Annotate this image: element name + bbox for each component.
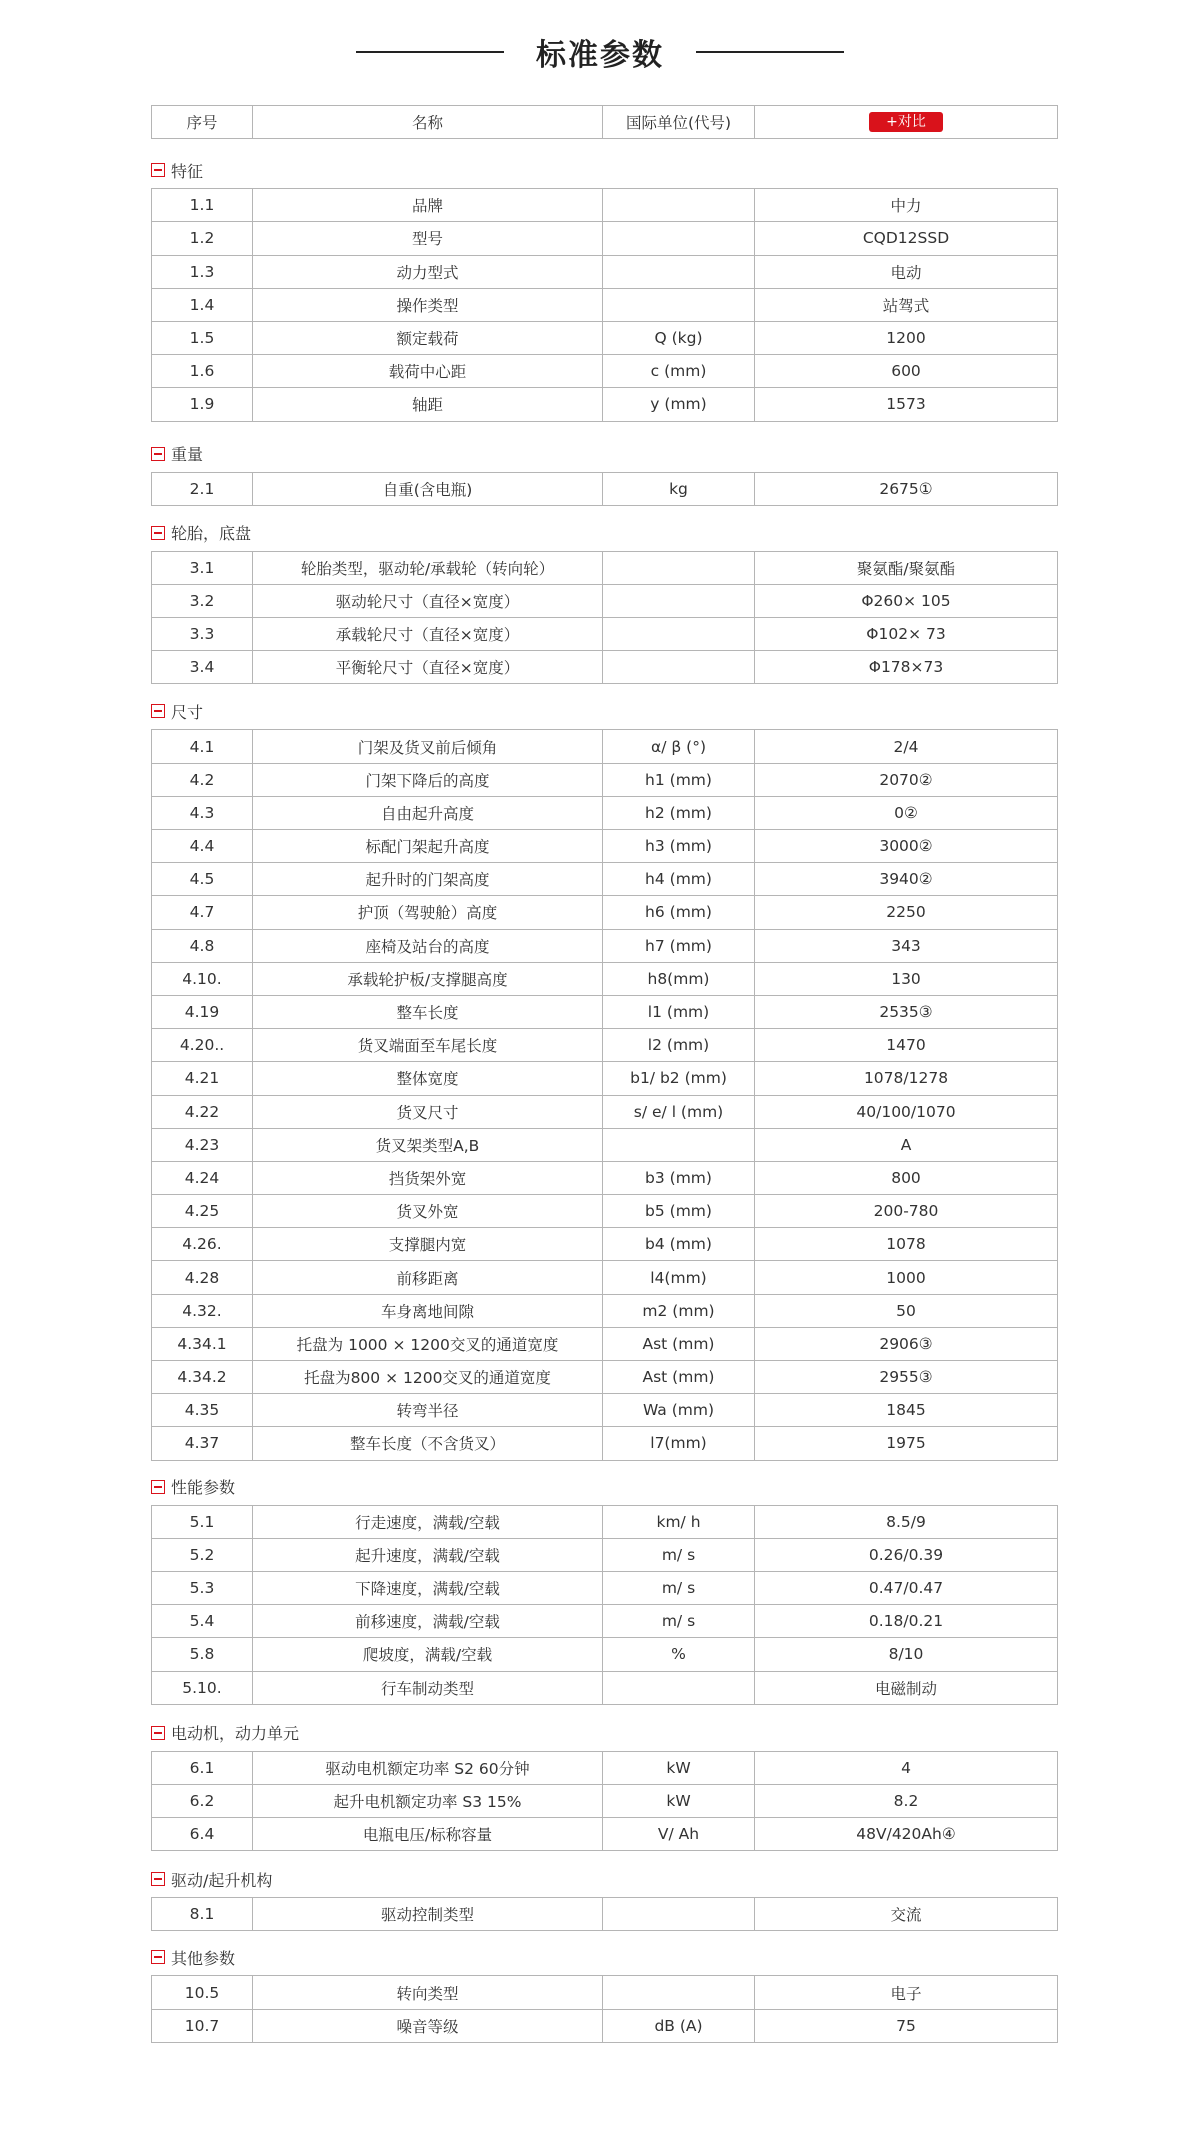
table-row — [152, 551, 1058, 584]
spec-index: 2.1 — [152, 472, 253, 505]
table-row — [152, 1294, 1058, 1327]
collapse-minus-icon[interactable] — [151, 447, 165, 461]
table-row — [152, 1976, 1058, 2009]
spec-name: 承载轮尺寸（直径×宽度） — [253, 618, 603, 651]
sections-list — [151, 152, 1057, 2043]
table-row — [152, 1505, 1058, 1538]
spec-name: 起升时的门架高度 — [253, 863, 603, 896]
spec-name: 前移速度，满载/空载 — [253, 1605, 603, 1638]
spec-unit: km/ h — [603, 1505, 755, 1538]
spec-unit: kW — [603, 1784, 755, 1817]
spec-index: 6.4 — [152, 1818, 253, 1851]
table-row — [152, 896, 1058, 929]
spec-value: 1470 — [755, 1029, 1058, 1062]
spec-name: 平衡轮尺寸（直径×宽度） — [253, 651, 603, 684]
header-table — [151, 105, 1058, 139]
table-row — [152, 472, 1058, 505]
spec-table — [151, 729, 1058, 1460]
section-header[interactable] — [151, 1469, 1057, 1505]
spec-name: 驱动电机额定功率 S2 60分钟 — [253, 1751, 603, 1784]
spec-unit — [603, 189, 755, 222]
table-row — [152, 1195, 1058, 1228]
spec-index: 3.3 — [152, 618, 253, 651]
spec-index: 4.37 — [152, 1427, 253, 1460]
spec-table — [151, 188, 1058, 421]
spec-value: 50 — [755, 1294, 1058, 1327]
spec-unit: h4 (mm) — [603, 863, 755, 896]
spec-name: 动力型式 — [253, 255, 603, 288]
spec-unit: dB (A) — [603, 2009, 755, 2042]
spec-index: 4.7 — [152, 896, 253, 929]
spec-index: 4.21 — [152, 1062, 253, 1095]
spec-value: 40/100/1070 — [755, 1095, 1058, 1128]
spec-value: 电动 — [755, 255, 1058, 288]
spec-value: Φ102× 73 — [755, 618, 1058, 651]
spec-value: 1845 — [755, 1394, 1058, 1427]
table-row — [152, 1394, 1058, 1427]
spec-unit: l7(mm) — [603, 1427, 755, 1460]
spec-index: 5.1 — [152, 1505, 253, 1538]
header-row — [152, 106, 1058, 139]
spec-container — [151, 105, 1057, 2043]
spec-value: 200-780 — [755, 1195, 1058, 1228]
table-row — [152, 288, 1058, 321]
table-row — [152, 1361, 1058, 1394]
spec-table — [151, 472, 1058, 506]
table-row — [152, 1898, 1058, 1931]
spec-index: 5.4 — [152, 1605, 253, 1638]
spec-name: 行车制动类型 — [253, 1671, 603, 1704]
spec-value: 1573 — [755, 388, 1058, 421]
table-row — [152, 1571, 1058, 1604]
spec-table — [151, 1751, 1058, 1852]
spec-name: 起升电机额定功率 S3 15% — [253, 1784, 603, 1817]
section-header[interactable] — [151, 693, 1057, 729]
section-header[interactable] — [151, 436, 1057, 472]
spec-value: 2070② — [755, 763, 1058, 796]
spec-value: 0② — [755, 796, 1058, 829]
spec-unit: h3 (mm) — [603, 830, 755, 863]
table-row — [152, 321, 1058, 354]
spec-index: 4.1 — [152, 730, 253, 763]
spec-unit — [603, 651, 755, 684]
spec-name: 起升速度，满载/空载 — [253, 1538, 603, 1571]
page-title-block — [0, 28, 1200, 76]
spec-unit: Q (kg) — [603, 321, 755, 354]
spec-name: 承载轮护板/支撑腿高度 — [253, 962, 603, 995]
spec-unit: α/ β (°) — [603, 730, 755, 763]
spec-index: 4.4 — [152, 830, 253, 863]
spec-table — [151, 1897, 1058, 1931]
table-row — [152, 355, 1058, 388]
section-header[interactable] — [151, 1939, 1057, 1975]
spec-name: 整车长度 — [253, 995, 603, 1028]
section-title: 尺寸 — [171, 702, 204, 722]
table-row — [152, 929, 1058, 962]
spec-name: 自重(含电瓶) — [253, 472, 603, 505]
spec-name: 托盘为800 × 1200交叉的通道宽度 — [253, 1361, 603, 1394]
spec-unit: l2 (mm) — [603, 1029, 755, 1062]
section-title: 轮胎，底盘 — [171, 524, 252, 544]
spec-index: 5.2 — [152, 1538, 253, 1571]
spec-name: 下降速度，满载/空载 — [253, 1571, 603, 1604]
spec-value: 800 — [755, 1161, 1058, 1194]
spec-unit: h6 (mm) — [603, 896, 755, 929]
spec-name: 驱动控制类型 — [253, 1898, 603, 1931]
spec-value: 电磁制动 — [755, 1671, 1058, 1704]
table-row — [152, 618, 1058, 651]
table-row — [152, 1029, 1058, 1062]
spec-unit: y (mm) — [603, 388, 755, 421]
spec-index: 4.26. — [152, 1228, 253, 1261]
table-row — [152, 1261, 1058, 1294]
spec-unit: c (mm) — [603, 355, 755, 388]
spec-value: 中力 — [755, 189, 1058, 222]
section-title: 特征 — [171, 161, 204, 181]
section-title: 重量 — [171, 445, 204, 464]
spec-value: 600 — [755, 355, 1058, 388]
spec-value: 3940② — [755, 863, 1058, 896]
spec-table — [151, 1975, 1058, 2042]
table-row — [152, 1062, 1058, 1095]
spec-index: 4.19 — [152, 995, 253, 1028]
spec-name: 转弯半径 — [253, 1394, 603, 1427]
table-row — [152, 863, 1058, 896]
table-row — [152, 584, 1058, 617]
spec-unit: kW — [603, 1751, 755, 1784]
table-row — [152, 651, 1058, 684]
spec-index: 1.1 — [152, 189, 253, 222]
spec-unit — [603, 1898, 755, 1931]
spec-value: 1078 — [755, 1228, 1058, 1261]
table-row — [152, 995, 1058, 1028]
section-header[interactable] — [151, 1715, 1057, 1751]
spec-unit — [603, 255, 755, 288]
spec-value: 1975 — [755, 1427, 1058, 1460]
spec-unit: b4 (mm) — [603, 1228, 755, 1261]
section-title: 性能参数 — [171, 1478, 236, 1498]
spec-unit: V/ Ah — [603, 1818, 755, 1851]
header-name: 名称 — [253, 106, 603, 139]
table-row — [152, 1638, 1058, 1671]
spec-unit: Wa (mm) — [603, 1394, 755, 1427]
spec-name: 门架下降后的高度 — [253, 763, 603, 796]
table-row — [152, 255, 1058, 288]
spec-name: 型号 — [253, 222, 603, 255]
spec-value: 2906③ — [755, 1327, 1058, 1360]
spec-index: 1.2 — [152, 222, 253, 255]
spec-value: 75 — [755, 2009, 1058, 2042]
spec-index: 4.20.. — [152, 1029, 253, 1062]
spec-index: 4.5 — [152, 863, 253, 896]
table-row — [152, 1327, 1058, 1360]
table-row — [152, 1228, 1058, 1261]
spec-name: 噪音等级 — [253, 2009, 603, 2042]
header-index: 序号 — [152, 106, 253, 139]
spec-index: 5.8 — [152, 1638, 253, 1671]
table-row — [152, 2009, 1058, 2042]
spec-index: 4.34.1 — [152, 1327, 253, 1360]
spec-index: 4.22 — [152, 1095, 253, 1128]
page-title: 标准参数 — [536, 38, 664, 73]
spec-name: 托盘为 1000 × 1200交叉的通道宽度 — [253, 1327, 603, 1360]
table-row — [152, 1128, 1058, 1161]
spec-name: 座椅及站台的高度 — [253, 929, 603, 962]
spec-unit: b5 (mm) — [603, 1195, 755, 1228]
spec-unit: s/ e/ l (mm) — [603, 1095, 755, 1128]
spec-unit: m2 (mm) — [603, 1294, 755, 1327]
spec-value: 8.5/9 — [755, 1505, 1058, 1538]
spec-name: 货叉架类型A,B — [253, 1128, 603, 1161]
section-title: 其他参数 — [171, 1948, 236, 1968]
spec-index: 4.3 — [152, 796, 253, 829]
spec-value: 2675① — [755, 472, 1058, 505]
spec-name: 爬坡度，满载/空载 — [253, 1638, 603, 1671]
spec-unit — [603, 1128, 755, 1161]
spec-index: 4.8 — [152, 929, 253, 962]
spec-index: 1.4 — [152, 288, 253, 321]
compare-button[interactable]: +对比 — [869, 112, 943, 132]
spec-value: 0.18/0.21 — [755, 1605, 1058, 1638]
table-row — [152, 962, 1058, 995]
collapse-minus-icon[interactable] — [151, 1726, 165, 1740]
spec-index: 4.32. — [152, 1294, 253, 1327]
spec-index: 4.28 — [152, 1261, 253, 1294]
spec-name: 行走速度，满载/空载 — [253, 1505, 603, 1538]
spec-index: 1.9 — [152, 388, 253, 421]
spec-unit: l1 (mm) — [603, 995, 755, 1028]
spec-value: 2250 — [755, 896, 1058, 929]
spec-index: 10.7 — [152, 2009, 253, 2042]
spec-index: 1.3 — [152, 255, 253, 288]
spec-name: 载荷中心距 — [253, 355, 603, 388]
table-row — [152, 388, 1058, 421]
spec-unit — [603, 618, 755, 651]
table-row — [152, 1751, 1058, 1784]
spec-unit: b3 (mm) — [603, 1161, 755, 1194]
spec-index: 1.5 — [152, 321, 253, 354]
spec-index: 4.23 — [152, 1128, 253, 1161]
section-header[interactable] — [151, 515, 1057, 551]
spec-name: 门架及货叉前后倾角 — [253, 730, 603, 763]
spec-index: 4.25 — [152, 1195, 253, 1228]
spec-name: 标配门架起升高度 — [253, 830, 603, 863]
spec-unit: h1 (mm) — [603, 763, 755, 796]
spec-name: 前移距离 — [253, 1261, 603, 1294]
spec-value: Φ178×73 — [755, 651, 1058, 684]
spec-unit: m/ s — [603, 1605, 755, 1638]
spec-value: A — [755, 1128, 1058, 1161]
table-row — [152, 1605, 1058, 1638]
table-row — [152, 1095, 1058, 1128]
spec-unit: m/ s — [603, 1538, 755, 1571]
spec-value: 343 — [755, 929, 1058, 962]
spec-index: 6.1 — [152, 1751, 253, 1784]
collapse-minus-icon[interactable] — [151, 526, 165, 540]
spec-name: 额定载荷 — [253, 321, 603, 354]
header-compare-cell — [755, 106, 1058, 139]
table-row — [152, 763, 1058, 796]
spec-value: 1000 — [755, 1261, 1058, 1294]
spec-name: 驱动轮尺寸（直径×宽度） — [253, 584, 603, 617]
spec-unit: h2 (mm) — [603, 796, 755, 829]
spec-unit: % — [603, 1638, 755, 1671]
spec-name: 轴距 — [253, 388, 603, 421]
spec-index: 5.10. — [152, 1671, 253, 1704]
spec-index: 1.6 — [152, 355, 253, 388]
spec-index: 3.1 — [152, 551, 253, 584]
spec-name: 支撑腿内宽 — [253, 1228, 603, 1261]
table-row — [152, 189, 1058, 222]
spec-index: 8.1 — [152, 1898, 253, 1931]
table-row — [152, 830, 1058, 863]
spec-unit: kg — [603, 472, 755, 505]
spec-value: 0.26/0.39 — [755, 1538, 1058, 1571]
spec-index: 4.35 — [152, 1394, 253, 1427]
spec-value: 电子 — [755, 1976, 1058, 2009]
spec-name: 自由起升高度 — [253, 796, 603, 829]
spec-unit — [603, 222, 755, 255]
spec-name: 轮胎类型，驱动轮/承载轮（转向轮） — [253, 551, 603, 584]
spec-name: 电瓶电压/标称容量 — [253, 1818, 603, 1851]
title-line-right — [696, 51, 844, 53]
section-title: 驱动/起升机构 — [171, 1870, 273, 1890]
spec-index: 3.4 — [152, 651, 253, 684]
spec-value: 8.2 — [755, 1784, 1058, 1817]
spec-unit: m/ s — [603, 1571, 755, 1604]
spec-value: 1200 — [755, 321, 1058, 354]
spec-index: 4.34.2 — [152, 1361, 253, 1394]
table-row — [152, 1161, 1058, 1194]
spec-unit: b1/ b2 (mm) — [603, 1062, 755, 1095]
spec-unit: Ast (mm) — [603, 1361, 755, 1394]
spec-unit — [603, 584, 755, 617]
spec-value: 0.47/0.47 — [755, 1571, 1058, 1604]
spec-name: 操作类型 — [253, 288, 603, 321]
section-header[interactable] — [151, 152, 1057, 188]
table-row — [152, 730, 1058, 763]
spec-name: 护顶（驾驶舱）高度 — [253, 896, 603, 929]
spec-value: 48V/420Ah④ — [755, 1818, 1058, 1851]
table-row — [152, 796, 1058, 829]
spec-name: 货叉外宽 — [253, 1195, 603, 1228]
section-title: 电动机，动力单元 — [171, 1724, 300, 1744]
table-row — [152, 1671, 1058, 1704]
spec-unit: l4(mm) — [603, 1261, 755, 1294]
spec-name: 整车长度（不含货叉） — [253, 1427, 603, 1460]
spec-index: 10.5 — [152, 1976, 253, 2009]
collapse-minus-icon[interactable] — [151, 163, 165, 177]
collapse-minus-icon[interactable] — [151, 1480, 165, 1494]
spec-name: 整体宽度 — [253, 1062, 603, 1095]
spec-value: 4 — [755, 1751, 1058, 1784]
spec-unit — [603, 1671, 755, 1704]
spec-index: 3.2 — [152, 584, 253, 617]
spec-name: 挡货架外宽 — [253, 1161, 603, 1194]
section-header[interactable] — [151, 1861, 1057, 1897]
spec-table — [151, 551, 1058, 685]
spec-index: 4.2 — [152, 763, 253, 796]
spec-name: 货叉端面至车尾长度 — [253, 1029, 603, 1062]
table-row — [152, 222, 1058, 255]
spec-name: 车身离地间隙 — [253, 1294, 603, 1327]
spec-value: 2/4 — [755, 730, 1058, 763]
collapse-minus-icon[interactable] — [151, 1950, 165, 1964]
spec-value: 1078/1278 — [755, 1062, 1058, 1095]
spec-index: 4.24 — [152, 1161, 253, 1194]
spec-unit — [603, 1976, 755, 2009]
table-row — [152, 1538, 1058, 1571]
spec-unit: Ast (mm) — [603, 1327, 755, 1360]
spec-name: 转向类型 — [253, 1976, 603, 2009]
table-row — [152, 1818, 1058, 1851]
spec-value: 站驾式 — [755, 288, 1058, 321]
spec-unit: h8(mm) — [603, 962, 755, 995]
spec-table — [151, 1505, 1058, 1705]
spec-index: 4.10. — [152, 962, 253, 995]
spec-value: 2955③ — [755, 1361, 1058, 1394]
collapse-minus-icon[interactable] — [151, 1872, 165, 1886]
spec-value: Φ260× 105 — [755, 584, 1058, 617]
spec-value: CQD12SSD — [755, 222, 1058, 255]
header-unit: 国际单位(代号) — [603, 106, 755, 139]
spec-value: 聚氨酯/聚氨酯 — [755, 551, 1058, 584]
spec-unit — [603, 551, 755, 584]
spec-value: 2535③ — [755, 995, 1058, 1028]
spec-unit: h7 (mm) — [603, 929, 755, 962]
spec-value: 3000② — [755, 830, 1058, 863]
spec-index: 6.2 — [152, 1784, 253, 1817]
collapse-minus-icon[interactable] — [151, 704, 165, 718]
table-row — [152, 1784, 1058, 1817]
spec-unit — [603, 288, 755, 321]
spec-value: 交流 — [755, 1898, 1058, 1931]
spec-index: 5.3 — [152, 1571, 253, 1604]
spec-value: 130 — [755, 962, 1058, 995]
title-line-left — [356, 51, 504, 53]
spec-name: 品牌 — [253, 189, 603, 222]
spec-name: 货叉尺寸 — [253, 1095, 603, 1128]
spec-value: 8/10 — [755, 1638, 1058, 1671]
table-row — [152, 1427, 1058, 1460]
